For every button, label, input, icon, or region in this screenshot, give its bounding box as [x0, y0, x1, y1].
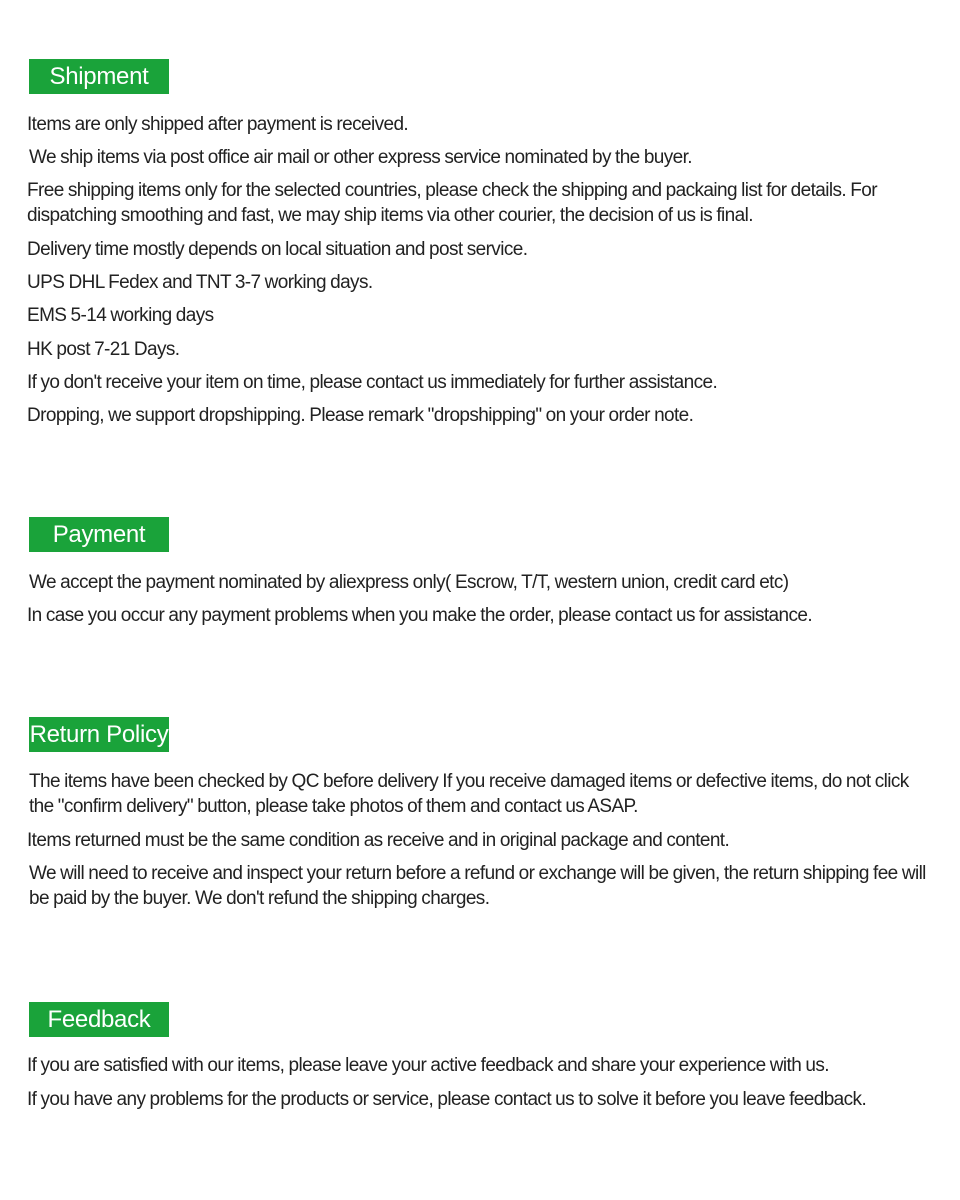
feedback-line-1: If you are satisfied with our items, please leave your active feedback and share your experience with us.	[27, 1055, 829, 1076]
shipment-line-5: UPS DHL Fedex and TNT 3-7 working days.	[27, 272, 373, 293]
shipment-line-7: HK post 7-21 Days.	[27, 339, 180, 360]
shipment-line-4: Delivery time mostly depends on local situation and post service.	[27, 239, 528, 260]
shipment-line-9: Dropping, we support dropshipping. Please remark "dropshipping" on your order note.	[27, 405, 694, 426]
payment-line-1: We accept the payment nominated by aliexpress only( Escrow, T/T, western union, credit card etc)	[29, 572, 789, 593]
shipment-line-3: Free shipping items only for the selected countries, please check the shipping and packaing list for details. For dispatching smoothing and fast, we may ship items via other courier, the decision of us is final.	[27, 180, 877, 226]
payment-line-2: In case you occur any payment problems when you make the order, please contact us for assistance.	[27, 605, 813, 626]
return-policy-line-2: Items returned must be the same condition as receive and in original package and content.	[27, 830, 730, 851]
feedback-heading: Feedback	[29, 1002, 169, 1037]
shipment-line-8: If yo don't receive your item on time, please contact us immediately for further assistance.	[27, 372, 718, 393]
shipment-line-6: EMS 5-14 working days	[27, 305, 214, 326]
shipment-line-1: Items are only shipped after payment is received.	[27, 114, 409, 135]
payment-heading: Payment	[29, 517, 169, 552]
shipment-heading: Shipment	[29, 59, 169, 94]
shipment-line-2: We ship items via post office air mail or other express service nominated by the buyer.	[29, 147, 692, 168]
return-policy-heading: Return Policy	[29, 717, 169, 752]
feedback-line-2: If you have any problems for the products or service, please contact us to solve it before you leave feedback.	[27, 1089, 867, 1110]
return-policy-line-3: We will need to receive and inspect your return before a refund or exchange will be given, the return shipping fee will be paid by the buyer. We don't refund the shipping charges.	[29, 863, 926, 909]
return-policy-line-1: The items have been checked by QC before delivery If you receive damaged items or defective items, do not click the "confirm delivery" button, please take photos of them and contact us ASAP.	[29, 771, 909, 817]
